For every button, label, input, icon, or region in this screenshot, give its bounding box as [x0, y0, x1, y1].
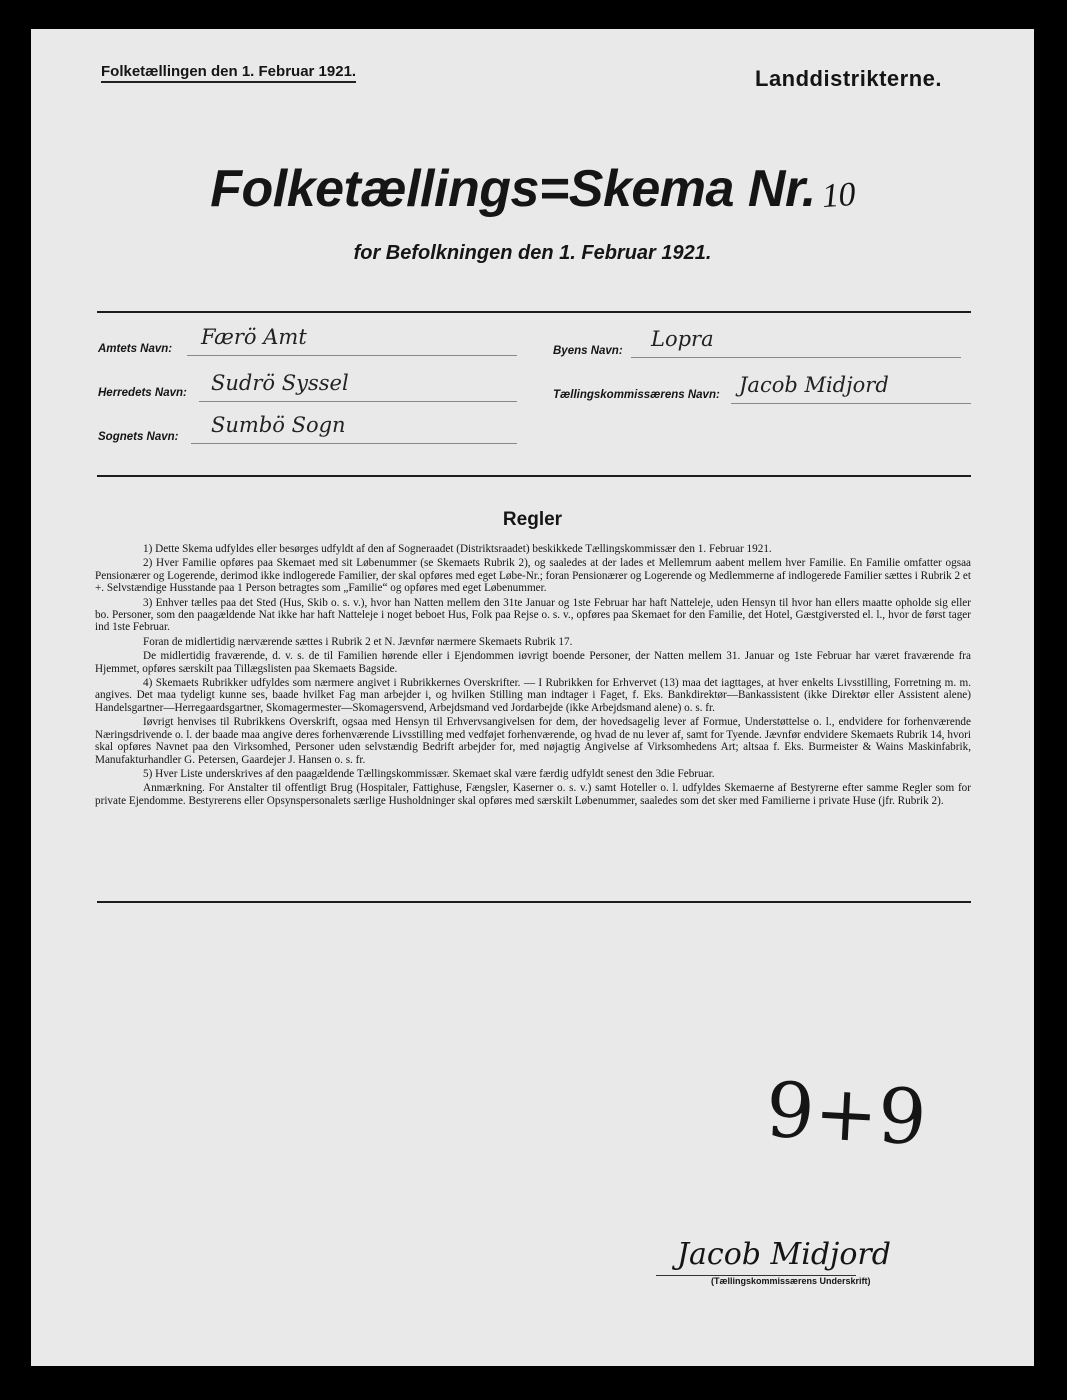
sognets-line	[191, 443, 517, 444]
regler-paragraph: Foran de midlertidig nærværende sættes i Rubrik 2 et N. Jævnfør nærmere Skemaets Rubrik 17.	[143, 635, 573, 648]
byens-value: Lopra	[651, 327, 714, 351]
header-census-date: Folketællingen den 1. Februar 1921.	[101, 63, 356, 83]
regler-paragraph: Iøvrigt henvises til Rubrikkens Overskrift, ogsaa med Hensyn til Erhvervsangivelsen for dem, der hovedsagelig lever af Formue, Understøttelse o. l., endvidere for forhenværende Næringsdrivende o. l. der baade maa angive deres forhenværende Livsstilling med vedføjet forhenværende, og hvad de nu lever af, samt for Tyende. Jævnfør endvidere Skemaets Rubrik 14, hvori skal opføres Navnet paa den Virksomhed, Personer uden selvstændig Bedrift arbejder for, med nøjagtig Angivelse af Virksomhedens Art; altsaa f. Eks. Burmeister & Wains Maskinfabrik, Manufakturhandler G. Petersen, Gaardejer J. Hansen o. s. fr.	[95, 716, 971, 766]
amtets-value: Færö Amt	[201, 325, 307, 349]
sognets-value: Sumbö Sogn	[211, 413, 346, 437]
herredets-value: Sudrö Syssel	[211, 371, 349, 395]
regler-paragraph: 1) Dette Skema udfyldes eller besørges udfyldt af den af Sogneraadet (Distriktsraadet) beskikkede Tællingskommissær den 1. Februar 1921.	[143, 543, 772, 555]
regler-paragraph: 4) Skemaets Rubrikker udfyldes som nærmere angivet i Rubrikkernes Overskrifter. — I Rubrikken for Erhvervet (13) maa det iagttages, at hver enkelts Livsstilling, Forretning m. m. angives. Det maa tydeligt kunne ses, baade hvilket Fag man arbejder i, og hvilken Stilling man indtager i Faget, f. Eks. Bankdirektør—Bankassistent (ikke Direktør eller Assistent alene) Handelsgartner—Herregaardsgartner, Skomagermester—Skomagersvend, Arbejdsmand ved Jordarbejde (ikke Arbejdsmand alene) o. s. fr.	[95, 677, 971, 714]
byens-line	[631, 357, 961, 358]
regler-paragraph: De midlertidig fraværende, d. v. s. de til Familien hørende eller i Ejendommen iøvrigt boende Personer, der Natten mellem 31. Januar og 1ste Februar har været fraværende fra Hjemmet, opføres særskilt paa Tillægslisten paa Skemaets Bagside.	[95, 650, 971, 675]
regler-paragraph: 2) Hver Familie opføres paa Skemaet med sit Løbenummer (se Skemaets Rubrik 2), og saaledes at der lades et Mellemrum aabent mellem hver Familie. En Familie omfatter ogsaa Pensionærer og Logerende, derimod ikke indlogerede Familier, der skal opføres med eget Løbe-Nr.; foran Pensionærer og Logerende og Medlemmerne af indlogerede Familier sættes i Rubrik 2 et +. Selvstændige Husstande paa 1 Person betragtes som „Familie“ og opføres med eget Løbenummer.	[95, 557, 971, 595]
regler-paragraph: Anmærkning. For Anstalter til offentligt Brug (Hospitaler, Fattighuse, Fængsler, Kaserner o. s. v.) samt Hoteller o. l. udfyldes Skemaerne af Bestyrerne efter samme Regler som for private Ejendomme. Bestyrerens eller Opsynspersonalets særlige Husholdninger skal opføres med særskilt Løbenummer, saaledes som det sker med Familierne i private Huse (jfr. Rubrik 2).	[95, 782, 971, 807]
divider-middle	[97, 475, 971, 477]
regler-paragraph: 3) Enhver tælles paa det Sted (Hus, Skib o. s. v.), hvor han Natten mellem den 31te Januar og 1ste Februar har haft Natteleje, uden Hensyn til hvor han ellers maatte opholde sig eller bo. Personer, som den paagældende Nat ikke har haft Natteleje i noget beboet Hus, Folk paa Rejse o. s. v., opføres paa Skemaet for den Familie, det Hotel, Gæstgiversted el. l., hvor de først tager ind 1ste Februar.	[95, 596, 971, 634]
form-subtitle: for Befolkningen den 1. Februar 1921.	[353, 242, 712, 264]
kommissaer-label: Tællingskommissærens Navn:	[553, 389, 720, 401]
header-district-type: Landdistrikterne.	[755, 66, 942, 91]
sognets-label: Sognets Navn:	[98, 431, 179, 443]
regler-text	[95, 543, 971, 809]
commissioner-signature: Jacob Midjord	[677, 1237, 891, 1272]
kommissaer-value: Jacob Midjord	[739, 373, 889, 397]
divider-bottom	[97, 901, 971, 903]
amtets-label: Amtets Navn:	[98, 343, 173, 355]
kommissaer-line	[731, 403, 971, 404]
form-title-text: Folketællings=Skema Nr.	[210, 160, 816, 218]
form-number-handwritten: 10	[820, 175, 856, 216]
herredets-label: Herredets Navn:	[98, 387, 187, 399]
byens-label: Byens Navn:	[553, 345, 623, 357]
handwritten-tally: 9+9	[763, 1064, 929, 1163]
divider-top	[97, 311, 971, 313]
herredets-line	[199, 401, 517, 402]
regler-paragraph: 5) Hver Liste underskrives af den paagældende Tællingskommissær. Skemaet skal være færdig udfyldt senest den 3die Februar.	[143, 767, 715, 780]
regler-heading: Regler	[502, 509, 563, 530]
census-form-page	[31, 29, 1034, 1366]
signature-caption: (Tællingskommissærens Underskrift)	[711, 1276, 871, 1286]
form-title	[31, 159, 1034, 219]
amtets-line	[187, 355, 517, 356]
